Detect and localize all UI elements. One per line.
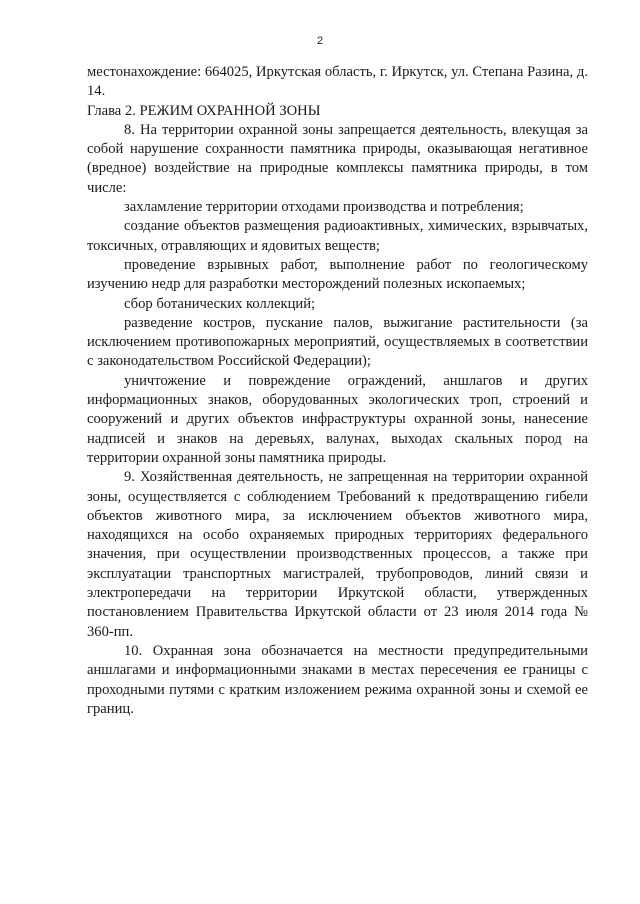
list-item: уничтожение и повреждение ограждений, аншлагов и других информационных знаков, оборудованных экологических троп, строений и сооружений и других объектов инфраструктуры охранной зоны, нанесение надписей и знаков на деревьях, валунах, выходах скальных пород на территории охранной зоны памятника природы. <box>87 372 588 466</box>
list-item: создание объектов размещения радиоактивных, химических, взрывчатых, токсичных, отравляющих и ядовитых веществ; <box>87 218 588 254</box>
paragraph-9: 9. Хозяйственная деятельность, не запрещенная на территории охранной зоны, осуществляется с соблюдением Требований к предотвращению гибели объектов животного мира, за исключением объектов животного мира, находящихся на особо охраняемых природных территориях федерального значения, при осуществлении производственных процессов, а также при эксплуатации транспортных магистралей, трубопроводов, линий связи и электропередачи на территории Иркутской области, утвержденных постановлением Правительства Иркутской области от 23 июля 2014 года № 360-пп. <box>87 469 588 640</box>
list-item: проведение взрывных работ, выполнение работ по геологическому изучению недр для разработки месторождений полезных ископаемых; <box>87 256 588 293</box>
document-body <box>87 63 588 719</box>
paragraph-8: 8. На территории охранной зоны запрещается деятельность, влекущая за собой нарушение сохранности памятника природы, оказывающая негативное (вредное) воздействие на природные комплексы памятника природы, в том числе: <box>87 121 588 196</box>
paragraph-10: 10. Охранная зона обозначается на местности предупредительными аншлагами и информационными знаками в местах пересечения ее границы с проходными путями с кратким изложением режима охранной зоны и схемой ее границ. <box>87 642 588 717</box>
list-item: сбор ботанических коллекций; <box>124 295 316 312</box>
page-number: 2 <box>316 35 324 47</box>
chapter-title: Глава 2. РЕЖИМ ОХРАННОЙ ЗОНЫ <box>87 102 321 119</box>
intro-paragraph: местонахождение: 664025, Иркутская область, г. Иркутск, ул. Степана Разина, д. 14. <box>87 64 588 100</box>
list-item: захламление территории отходами производства и потребления; <box>124 199 524 216</box>
list-item: разведение костров, пускание палов, выжигание растительности (за исключением противопожарных мероприятий, осуществляемых в соответствии с законодательством Российской Федерации); <box>87 314 588 370</box>
